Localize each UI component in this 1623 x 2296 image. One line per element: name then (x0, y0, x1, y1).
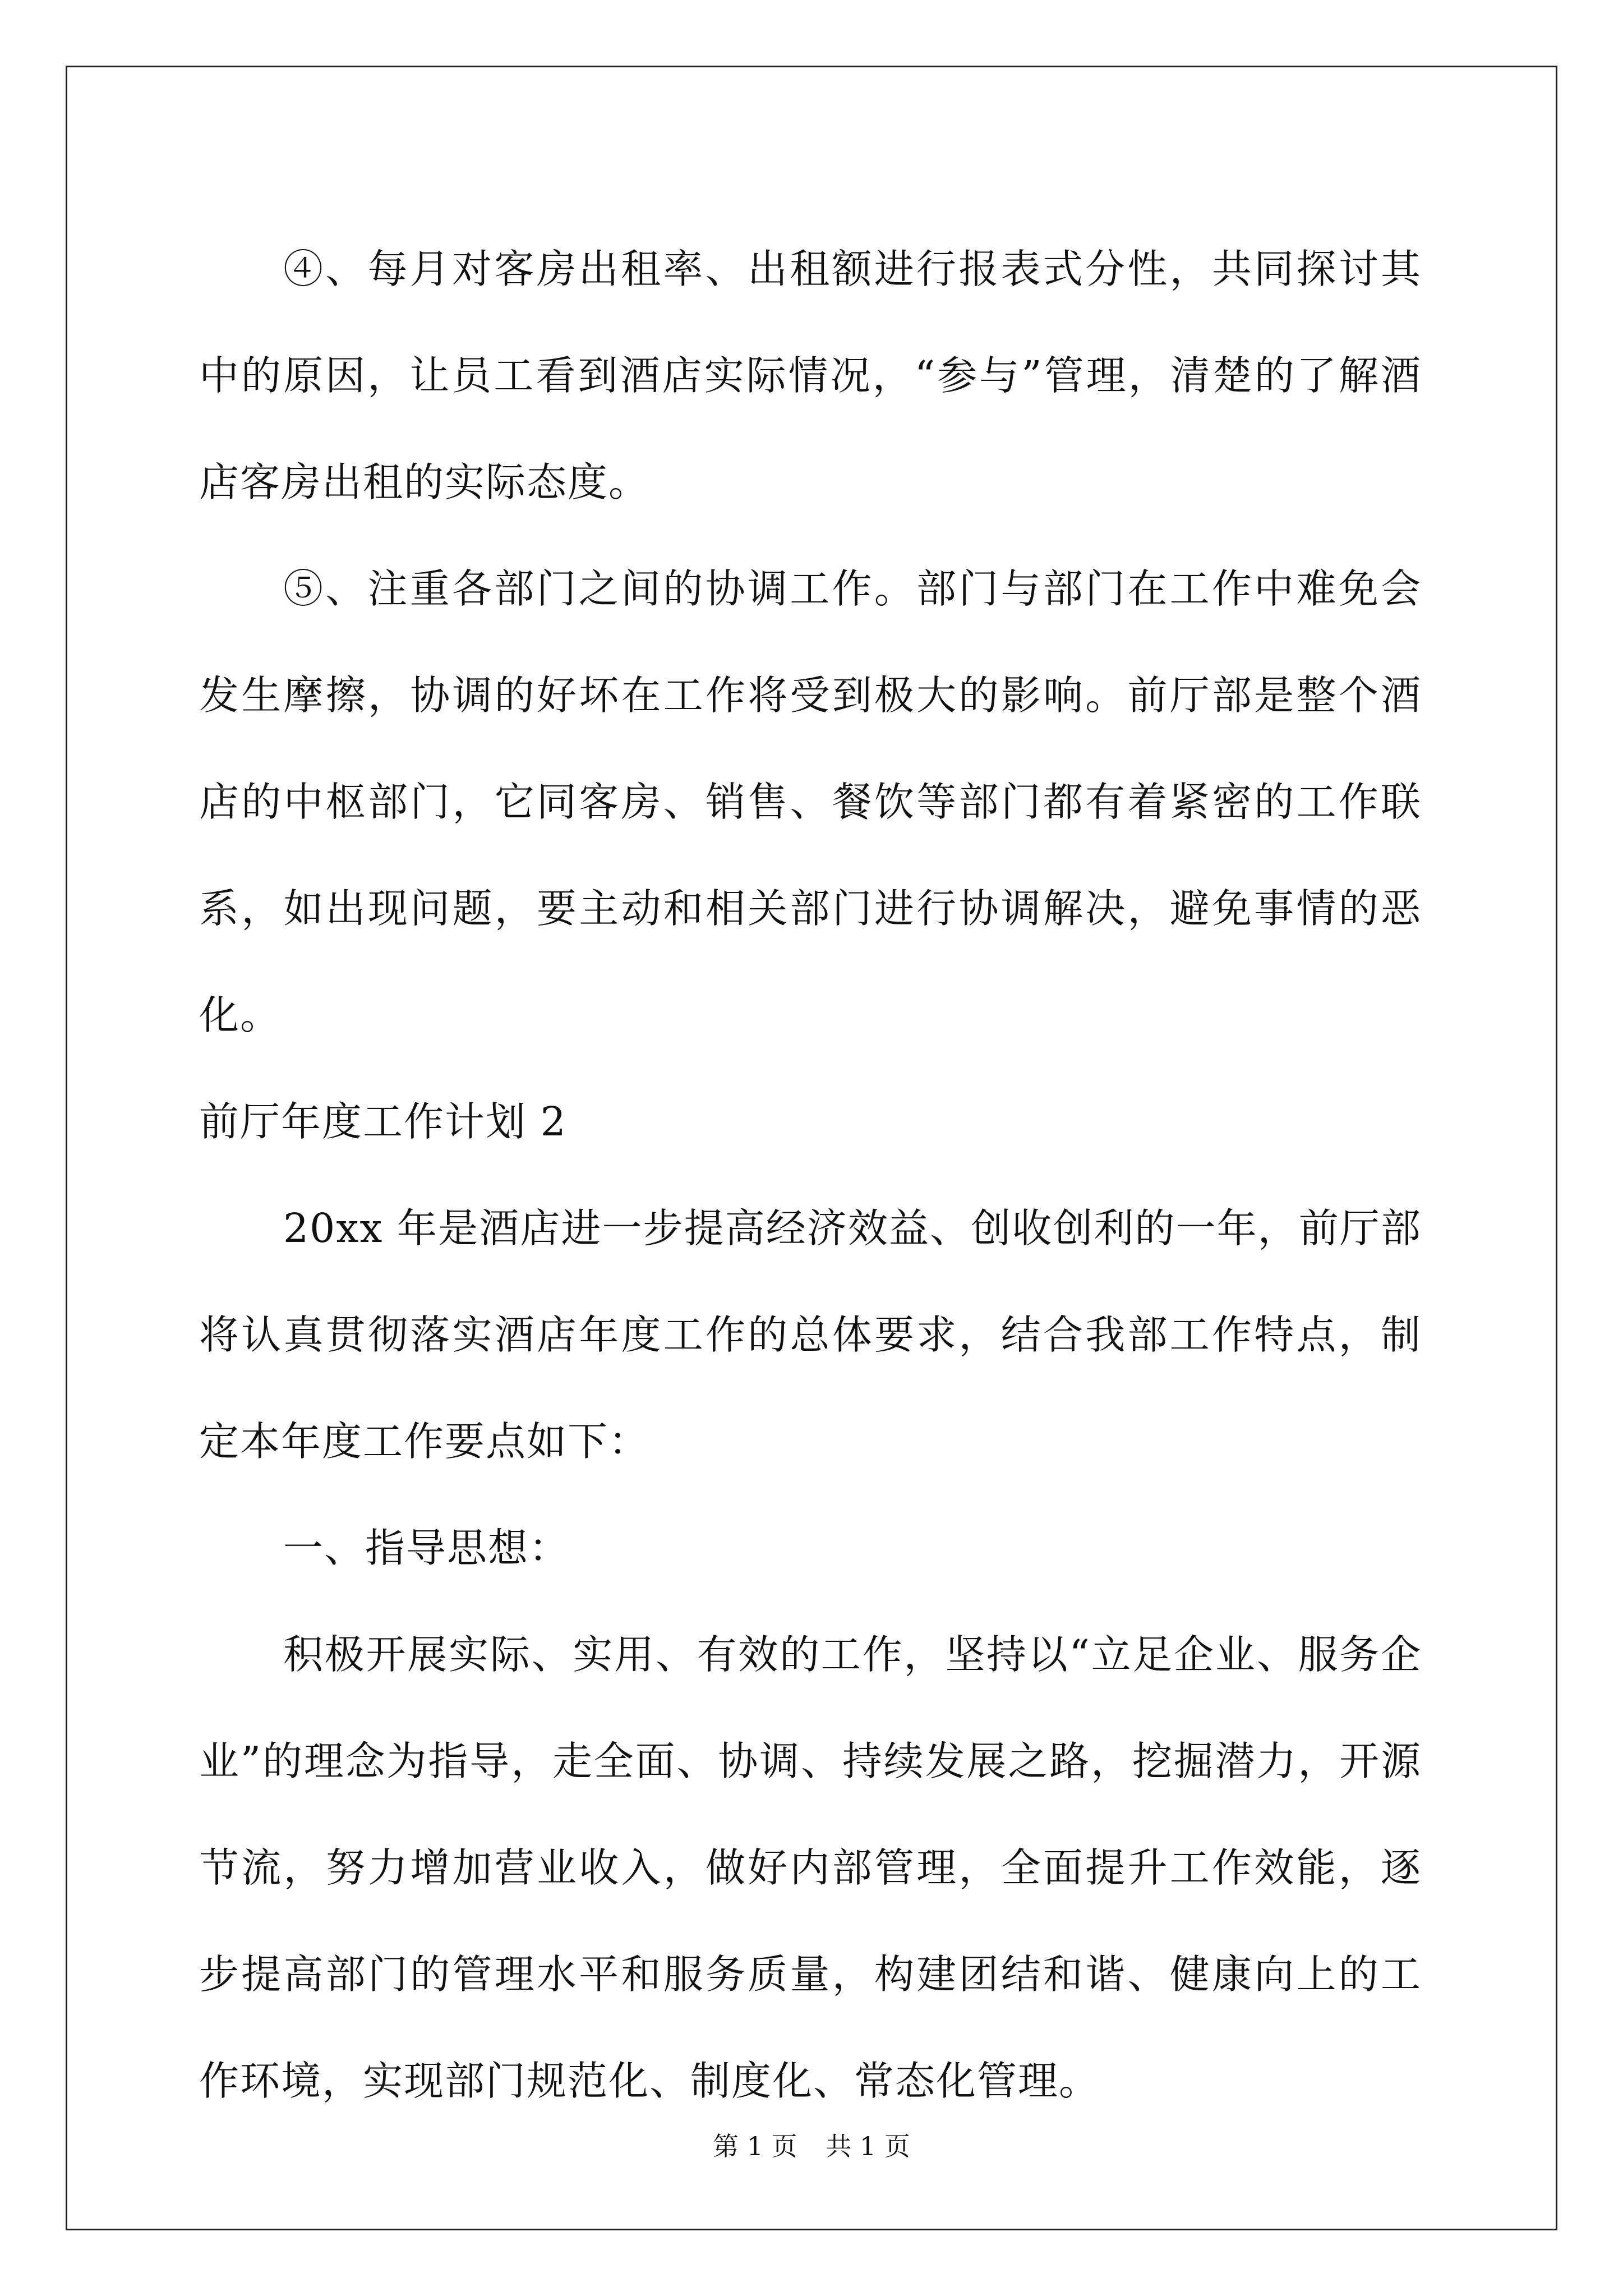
page-total: 共 1 页 (826, 2131, 910, 2161)
section-heading: 前厅年度工作计划 2 (199, 1098, 567, 1145)
page-footer (0, 2126, 1623, 2163)
page-number: 第 1 页 (713, 2131, 797, 2161)
paragraph-guiding-thought: 积极开展实际、实用、有效的工作，坚持以“立足企业、服务企业”的理念为指导，走全面、协调、持续发展之路，挖掘潜力，开源节流，努力增加营业收入，做好内部管理，全面提升工作效能，逐步提高部门的管理水平和服务质量，构建团结和谐、健康向上的工作环境，实现部门规范化、制度化、常态化管理。 (199, 1631, 1422, 2104)
paragraph-subheading: 一、指导思想： (283, 1525, 570, 1571)
document-body (199, 216, 1422, 2134)
paragraph-item-5: ⑤、注重各部门之间的协调工作。部门与部门在工作中难免会发生摩擦，协调的好坏在工作将受到极大的影响。前厅部是整个酒店的中枢部门，它同客房、销售、餐饮等部门都有着紧密的工作联系，如出现问题，要主动和相关部门进行协调解决，避免事情的恶化。 (199, 565, 1422, 1038)
paragraph-intro: 20xx 年是酒店进一步提高经济效益、创收创利的一年，前厅部将认真贯彻落实酒店年度工作的总体要求，结合我部工作特点，制定本年度工作要点如下： (199, 1205, 1422, 1465)
paragraph-item-4: ④、每月对客房出租率、出租额进行报表式分性，共同探讨其中的原因，让员工看到酒店实际情况，“参与”管理，清楚的了解酒店客房出租的实际态度。 (199, 246, 1422, 505)
